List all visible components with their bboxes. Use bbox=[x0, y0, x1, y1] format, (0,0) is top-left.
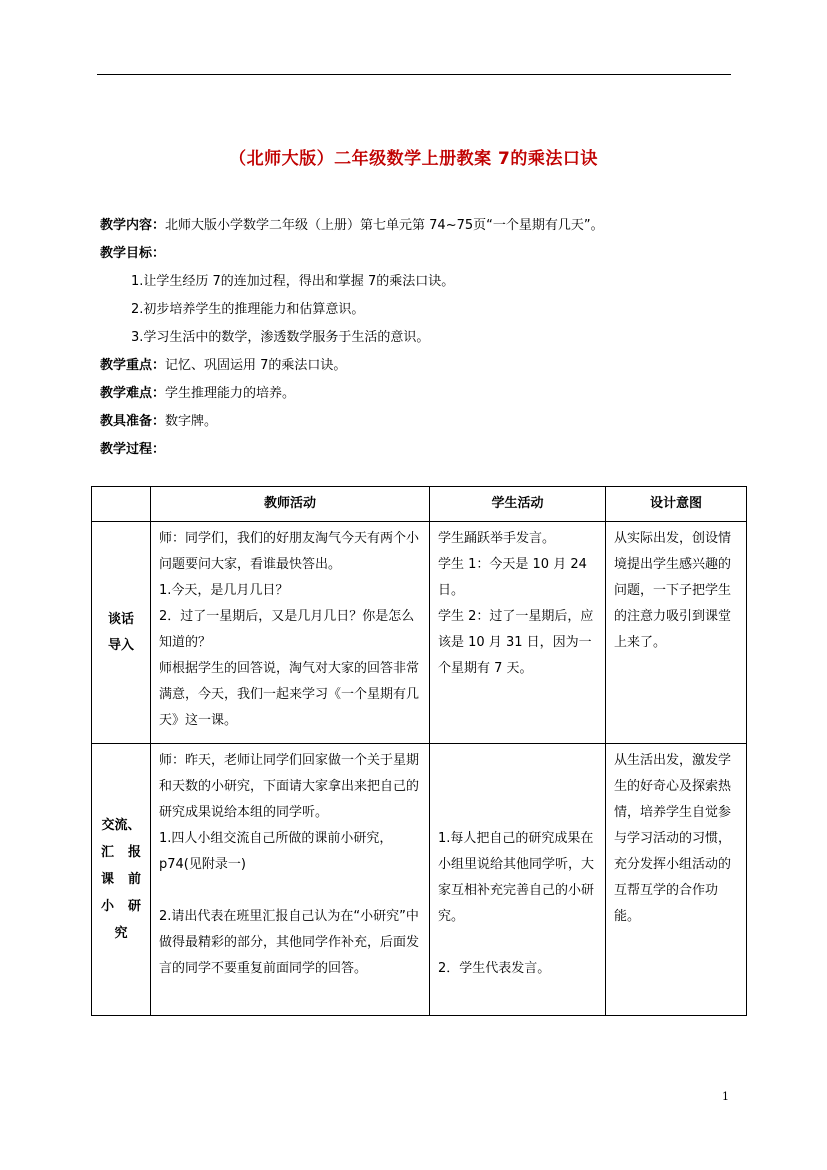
tools-value: 数字牌。 bbox=[165, 414, 218, 429]
tools-line bbox=[100, 408, 750, 436]
stage-text: 究 bbox=[114, 926, 128, 941]
stage-text: 谈话 bbox=[107, 611, 134, 627]
goals-label: 教学目标： bbox=[100, 246, 166, 261]
intent-text: 从生活出发，激发学生的好奇心及探索热情，培养学生自觉参与学习活动的习惯，充分发挥小组活动的互帮互学的合作功能。 bbox=[614, 753, 732, 924]
spacer bbox=[438, 748, 599, 774]
key-line bbox=[100, 352, 750, 380]
stage-text: 交流、 bbox=[101, 818, 141, 833]
student-cell bbox=[430, 744, 606, 1016]
teacher-text: 师根据学生的回答说，淘气对大家的回答非常满意，今天，我们一起来学习《一个星期有几天》这一课。 bbox=[159, 661, 420, 728]
student-text: 1.每人把自己的研究成果在小组里说给其他同学听，大家互相补充完善自己的小研究。 bbox=[438, 831, 595, 924]
goal-item: 2.初步培养学生的推理能力和估算意识。 bbox=[131, 302, 365, 317]
table-header-row bbox=[92, 487, 747, 522]
header-rule bbox=[97, 74, 731, 75]
stage-text: 导入 bbox=[107, 637, 134, 653]
spacer bbox=[438, 774, 599, 800]
student-cell bbox=[430, 522, 606, 744]
stage-text: 课 前 bbox=[101, 872, 141, 887]
teacher-text: 师：昨天，老师让同学们回家做一个关于星期和天数的小研究，下面请大家拿出来把自己的研究成果说给本组的同学听。 bbox=[159, 753, 420, 820]
goal-item: 3.学习生活中的数学，渗透数学服务于生活的意识。 bbox=[131, 330, 430, 345]
difficulty-value: 学生推理能力的培养。 bbox=[165, 386, 296, 401]
stage-text: 汇 报 bbox=[101, 845, 141, 860]
student-text: 学生踊跃举手发言。 bbox=[438, 531, 556, 546]
teacher-text: 2．过了一星期后，又是几月几日？你是怎么知道的？ bbox=[159, 609, 415, 650]
key-value: 记忆、巩固运用 7的乘法口诀。 bbox=[165, 358, 347, 373]
teacher-cell bbox=[151, 744, 430, 1016]
student-text: 2．学生代表发言。 bbox=[438, 961, 551, 976]
intent-cell bbox=[606, 522, 747, 744]
stage-cell bbox=[92, 522, 151, 744]
process-label: 教学过程： bbox=[100, 442, 166, 457]
header-stage bbox=[92, 487, 151, 522]
goals-line bbox=[100, 240, 750, 268]
intent-text: 从实际出发，创设情境提出学生感兴趣的问题，一下子把学生的注意力吸引到课堂上来了。 bbox=[614, 531, 732, 650]
teacher-text: 1.今天，是几月几日？ bbox=[159, 583, 289, 598]
header-intent: 设计意图 bbox=[606, 487, 747, 522]
document-title: （北师大版）二年级数学上册教案 7的乘法口诀 bbox=[229, 149, 598, 169]
spacer bbox=[159, 878, 423, 904]
content-value: 北师大版小学数学二年级（上册）第七单元第 74~75页“一个星期有几天”。 bbox=[165, 218, 604, 233]
tools-label: 教具准备： bbox=[100, 414, 166, 429]
content-line bbox=[100, 212, 750, 240]
table-row bbox=[92, 744, 747, 1016]
table-row bbox=[92, 522, 747, 744]
difficulty-line bbox=[100, 380, 750, 408]
student-text: 学生 2：过了一星期后，应该是 10 月 31 日，因为一个星期有 7 天。 bbox=[438, 609, 594, 676]
content-label: 教学内容： bbox=[100, 218, 166, 233]
page-number: 1 bbox=[722, 1090, 729, 1103]
lesson-meta bbox=[100, 212, 750, 464]
teacher-text: 师：同学们，我们的好朋友淘气今天有两个小问题要问大家，看谁最快答出。 bbox=[159, 531, 420, 572]
process-line bbox=[100, 436, 750, 464]
difficulty-label: 教学难点： bbox=[100, 386, 166, 401]
intent-cell bbox=[606, 744, 747, 1016]
teaching-process-table bbox=[91, 486, 747, 1016]
teacher-text: 1.四人小组交流自己所做的课前小研究，p74(见附录一) bbox=[159, 831, 393, 872]
stage-cell bbox=[92, 744, 151, 1016]
key-label: 教学重点： bbox=[100, 358, 166, 373]
student-text: 学生 1：今天是 10 月 24 日。 bbox=[438, 557, 587, 598]
header-student: 学生活动 bbox=[430, 487, 606, 522]
teacher-cell bbox=[151, 522, 430, 744]
header-teacher: 教师活动 bbox=[151, 487, 430, 522]
stage-text: 小 研 bbox=[101, 899, 141, 914]
spacer bbox=[438, 800, 599, 826]
teacher-text: 2.请出代表在班里汇报自己认为在“小研究”中做得最精彩的部分，其他同学作补充，后面发言的同学不要重复前面同学的回答。 bbox=[159, 909, 420, 976]
goal-item: 1.让学生经历 7的连加过程，得出和掌握 7的乘法口诀。 bbox=[131, 274, 455, 289]
spacer bbox=[438, 930, 599, 956]
